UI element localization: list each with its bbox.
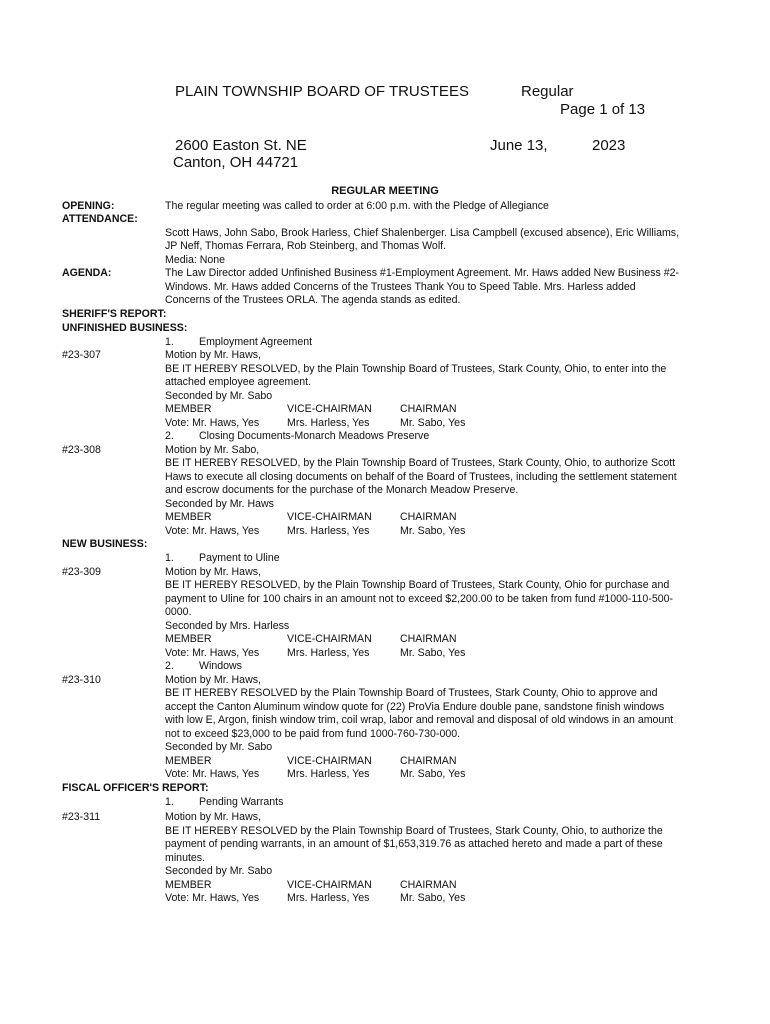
org-title: PLAIN TOWNSHIP BOARD OF TRUSTEES [175,83,469,100]
vote-member: Vote: Mr. Haws, Yes [165,417,260,429]
item-heading [165,336,313,350]
seconded-line: Seconded by Mr. Sabo [165,390,273,402]
resolution-text: 0000. [165,606,192,618]
opening-text: The regular meeting was called to order at 6:00 p.m. with the Pledge of Allegiance [165,200,549,212]
vote-col-vice-chair: VICE-CHAIRMAN [287,755,372,767]
vote-vice-chair: Mrs. Harless, Yes [287,892,370,904]
item-heading [165,660,242,674]
meeting-type: Regular [521,83,574,100]
seconded-line: Seconded by Mrs. Harless [165,620,290,632]
resolution-text: BE IT HEREBY RESOLVED, by the Plain Township Board of Trustees, Stark County, Ohio, to authorize Scott [165,457,676,469]
motion-line: Motion by Mr. Haws, [165,566,261,578]
motion-line: Motion by Mr. Haws, [165,811,261,823]
item-number: 2. [165,660,174,672]
resolution-id: #23-311 [62,811,101,823]
vote-col-chair: CHAIRMAN [400,633,457,645]
vote-col-member: MEMBER [165,879,212,891]
new-business-label: NEW BUSINESS: [62,538,148,550]
vote-vice-chair: Mrs. Harless, Yes [287,647,370,659]
resolution-text: BE IT HEREBY RESOLVED by the Plain Township Board of Trustees, Stark County, Ohio, to authorize the [165,825,663,837]
item-number: 1. [165,336,174,348]
vote-member: Vote: Mr. Haws, Yes [165,525,260,537]
resolution-id: #23-308 [62,444,101,456]
vote-col-vice-chair: VICE-CHAIRMAN [287,633,372,645]
vote-member: Vote: Mr. Haws, Yes [165,647,260,659]
vote-chair: Mr. Sabo, Yes [400,892,466,904]
resolution-text: BE IT HEREBY RESOLVED, by the Plain Township Board of Trustees, Stark County, Ohio, to enter into the [165,363,667,375]
vote-col-member: MEMBER [165,511,212,523]
opening-label: OPENING: [62,200,115,212]
motion-line: Motion by Mr. Haws, [165,349,261,361]
attendance-label: ATTENDANCE: [62,213,138,225]
resolution-text: minutes. [165,852,206,864]
agenda-line: Concerns of the Trustees ORLA. The agenda stands as edited. [165,294,461,306]
resolution-text: Haws to execute all closing documents on behalf of the Board of Trustees, including the settlement statement [165,471,677,483]
motion-line: Motion by Mr. Haws, [165,674,261,686]
vote-vice-chair: Mrs. Harless, Yes [287,417,370,429]
vote-col-chair: CHAIRMAN [400,511,457,523]
seconded-line: Seconded by Mr. Haws [165,498,274,510]
resolution-text: BE IT HEREBY RESOLVED, by the Plain Township Board of Trustees, Stark County, Ohio for purchase and [165,579,670,591]
meeting-date: June 13, [490,137,548,154]
vote-chair: Mr. Sabo, Yes [400,647,466,659]
meeting-year: 2023 [592,137,626,154]
resolution-text: attached employee agreement. [165,376,312,388]
address-line-2: Canton, OH 44721 [173,154,299,171]
motion-line: Motion by Mr. Sabo, [165,444,260,456]
attendance-line: Scott Haws, John Sabo, Brook Harless, Chief Shalenberger. Lisa Campbell (excused absence), Eric Williams, [165,227,680,239]
unfinished-business-label: UNFINISHED BUSINESS: [62,322,188,334]
sheriff-report-label: SHERIFF'S REPORT: [62,308,167,320]
vote-vice-chair: Mrs. Harless, Yes [287,768,370,780]
vote-col-chair: CHAIRMAN [400,755,457,767]
vote-col-member: MEMBER [165,755,212,767]
vote-chair: Mr. Sabo, Yes [400,768,466,780]
vote-chair: Mr. Sabo, Yes [400,525,466,537]
resolution-text: not to exceed $23,000 to be paid from fund 1000-760-730-000. [165,728,461,740]
item-heading [165,796,284,810]
vote-col-chair: CHAIRMAN [400,879,457,891]
address-line-1: 2600 Easton St. NE [175,137,307,154]
fiscal-officer-label: FISCAL OFFICER'S REPORT: [62,782,209,794]
item-title: Pending Warrants [199,796,284,808]
document-heading: REGULAR MEETING [331,185,439,197]
page-number: Page 1 of 13 [560,101,646,118]
resolution-text: with low E, Argon, finish window trim, coil wrap, labor and removal and disposal of old windows in an amount [165,714,674,726]
item-number: 2. [165,430,174,442]
attendance-line: Media: None [165,254,226,266]
item-heading [165,430,430,444]
agenda-line: The Law Director added Unfinished Business #1-Employment Agreement. Mr. Haws added New Business #2- [165,267,680,279]
resolution-text: BE IT HEREBY RESOLVED by the Plain Township Board of Trustees, Stark County, Ohio to approve and [165,687,658,699]
resolution-text: accept the Canton Aluminum window quote for (22) ProVia Endure double pane, sandstone finish windows [165,701,665,713]
vote-member: Vote: Mr. Haws, Yes [165,892,260,904]
agenda-line: Windows. Mr. Haws added Concerns of the Trustees Thank You to Speed Table. Mrs. Harless added [165,281,636,293]
seconded-line: Seconded by Mr. Sabo [165,741,273,753]
item-title: Employment Agreement [199,336,313,348]
attendance-line: JP Neff, Thomas Ferrara, Rob Steinberg, and Thomas Wolf. [165,240,447,252]
vote-col-chair: CHAIRMAN [400,403,457,415]
vote-col-member: MEMBER [165,403,212,415]
vote-col-vice-chair: VICE-CHAIRMAN [287,511,372,523]
resolution-id: #23-310 [62,674,101,686]
item-number: 1. [165,552,174,564]
vote-col-vice-chair: VICE-CHAIRMAN [287,879,372,891]
resolution-text: and escrow documents for the purchase of the Monarch Meadow Preserve. [165,484,519,496]
vote-col-vice-chair: VICE-CHAIRMAN [287,403,372,415]
agenda-label: AGENDA: [62,267,112,279]
resolution-id: #23-307 [62,349,101,361]
vote-vice-chair: Mrs. Harless, Yes [287,525,370,537]
vote-chair: Mr. Sabo, Yes [400,417,466,429]
resolution-text: payment of pending warrants, in an amount of $1,653,319.76 as attached hereto and made a part of these [165,838,663,850]
item-heading [165,552,280,566]
resolution-text: payment to Uline for 100 chairs in an amount not to exceed $2,200.00 to be taken from fund #1000-110-500- [165,593,674,605]
vote-member: Vote: Mr. Haws, Yes [165,768,260,780]
item-title: Windows [199,660,242,672]
seconded-line: Seconded by Mr. Sabo [165,865,273,877]
resolution-id: #23-309 [62,566,101,578]
item-number: 1. [165,796,174,808]
item-title: Closing Documents-Monarch Meadows Preserve [199,430,430,442]
item-title: Payment to Uline [199,552,280,564]
vote-col-member: MEMBER [165,633,212,645]
